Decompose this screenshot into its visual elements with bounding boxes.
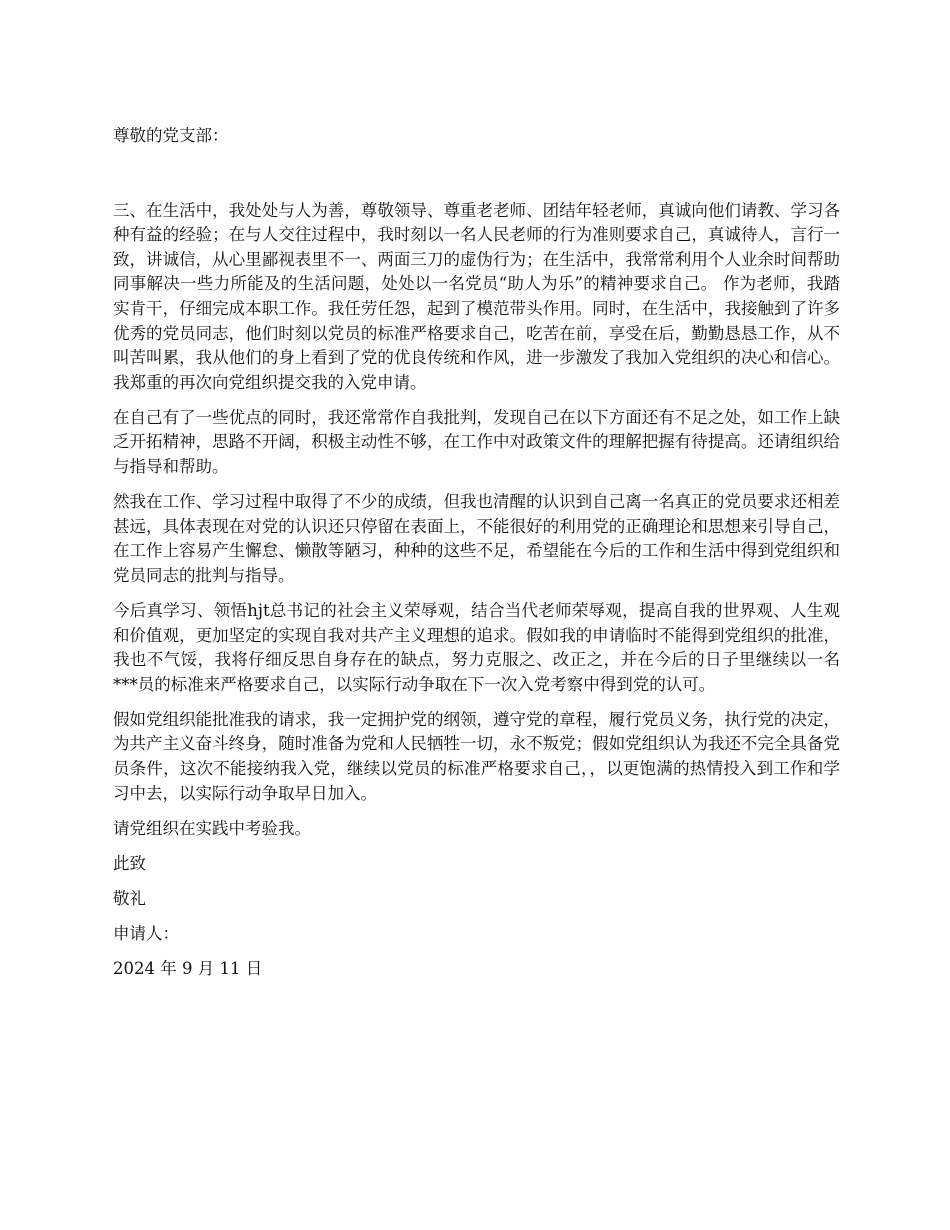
closing-cizhi: 此致 — [113, 853, 146, 873]
signature-label: 申请人： — [113, 924, 179, 944]
paragraph-future-study: 今后真学习、领悟hjt总书记的社会主义荣辱观，结合当代老师荣辱观，提高自我的世界观、人生观和价值观，更加坚定的实现自我对共产主义理想的追求。假如我的申请临时不能得到党组织的批准，我也不气馁，我将仔细反思自身存在的缺点，努力克服之、改正之，并在今后的日子里继续以一名***员的标准来严格要求自己，以实际行动争取在下一次入党考察中得到党的认可。 — [113, 601, 840, 694]
letter-body — [113, 124, 840, 992]
closing-jingli: 敬礼 — [113, 888, 146, 908]
paragraph-request-test: 请党组织在实践中考验我。 — [113, 818, 311, 838]
paragraph-shortcomings: 然我在工作、学习过程中取得了不少的成绩，但我也清醒的认识到自己离一名真正的党员要求还相差甚远，具体表现在对党的认识还只停留在表面上，不能很好的利用党的正确理论和思想来引导自己，在工作上容易产生懈怠、懒散等陋习，种种的这些不足，希望能在今后的工作和生活中得到党组织和党员同志的批判与指导。 — [113, 492, 840, 585]
paragraph-life-conduct: 三、在生活中，我处处与人为善，尊敬领导、尊重老老师、团结年轻老师，真诚向他们请教、学习各种有益的经验；在与人交往过程中，我时刻以一名人民老师的行为准则要求自己，真诚待人，言行一致，讲诚信，从心里鄙视表里不一、两面三刀的虚伪行为；在生活中，我常常利用个人业余时间帮助同事解决一些力所能及的生活问题，处处以一名党员“助人为乐”的精神要求自己。 作为老师，我踏实肯干，仔细完成本职工作。我任劳任怨，起到了模范带头作用。同时，在生活中，我接触到了许多优秀的党员同志，他们时刻以党员的标准严格要求自己，吃苦在前，享受在后，勤勤恳恳工作，从不叫苦叫累，我从他们的身上看到了党的优良传统和作风，进一步激发了我加入党组织的决心和信心。我郑重的再次向党组织提交我的入党申请。 — [113, 200, 840, 392]
paragraph-self-criticism: 在自己有了一些优点的同时，我还常常作自我批判，发现自己在以下方面还有不足之处，如工作上缺乏开拓精神，思路不开阔，积极主动性不够，在工作中对政策文件的理解把握有待提高。还请组织给与指导和帮助。 — [113, 407, 840, 477]
letter-date: 2024 年 9 月 11 日 — [113, 959, 263, 979]
paragraph-commitment: 假如党组织能批准我的请求，我一定拥护党的纲领，遵守党的章程，履行党员义务，执行党的决定，为共产主义奋斗终身，随时准备为党和人民牺牲一切，永不叛党；假如党组织认为我还不完全具备党员条件，这次不能接纳我入党，继续以党员的标准严格要求自己，，以更饱满的热情投入到工作和学习中去，以实际行动争取早日加入。 — [113, 709, 840, 803]
salutation: 尊敬的党支部： — [113, 126, 229, 145]
